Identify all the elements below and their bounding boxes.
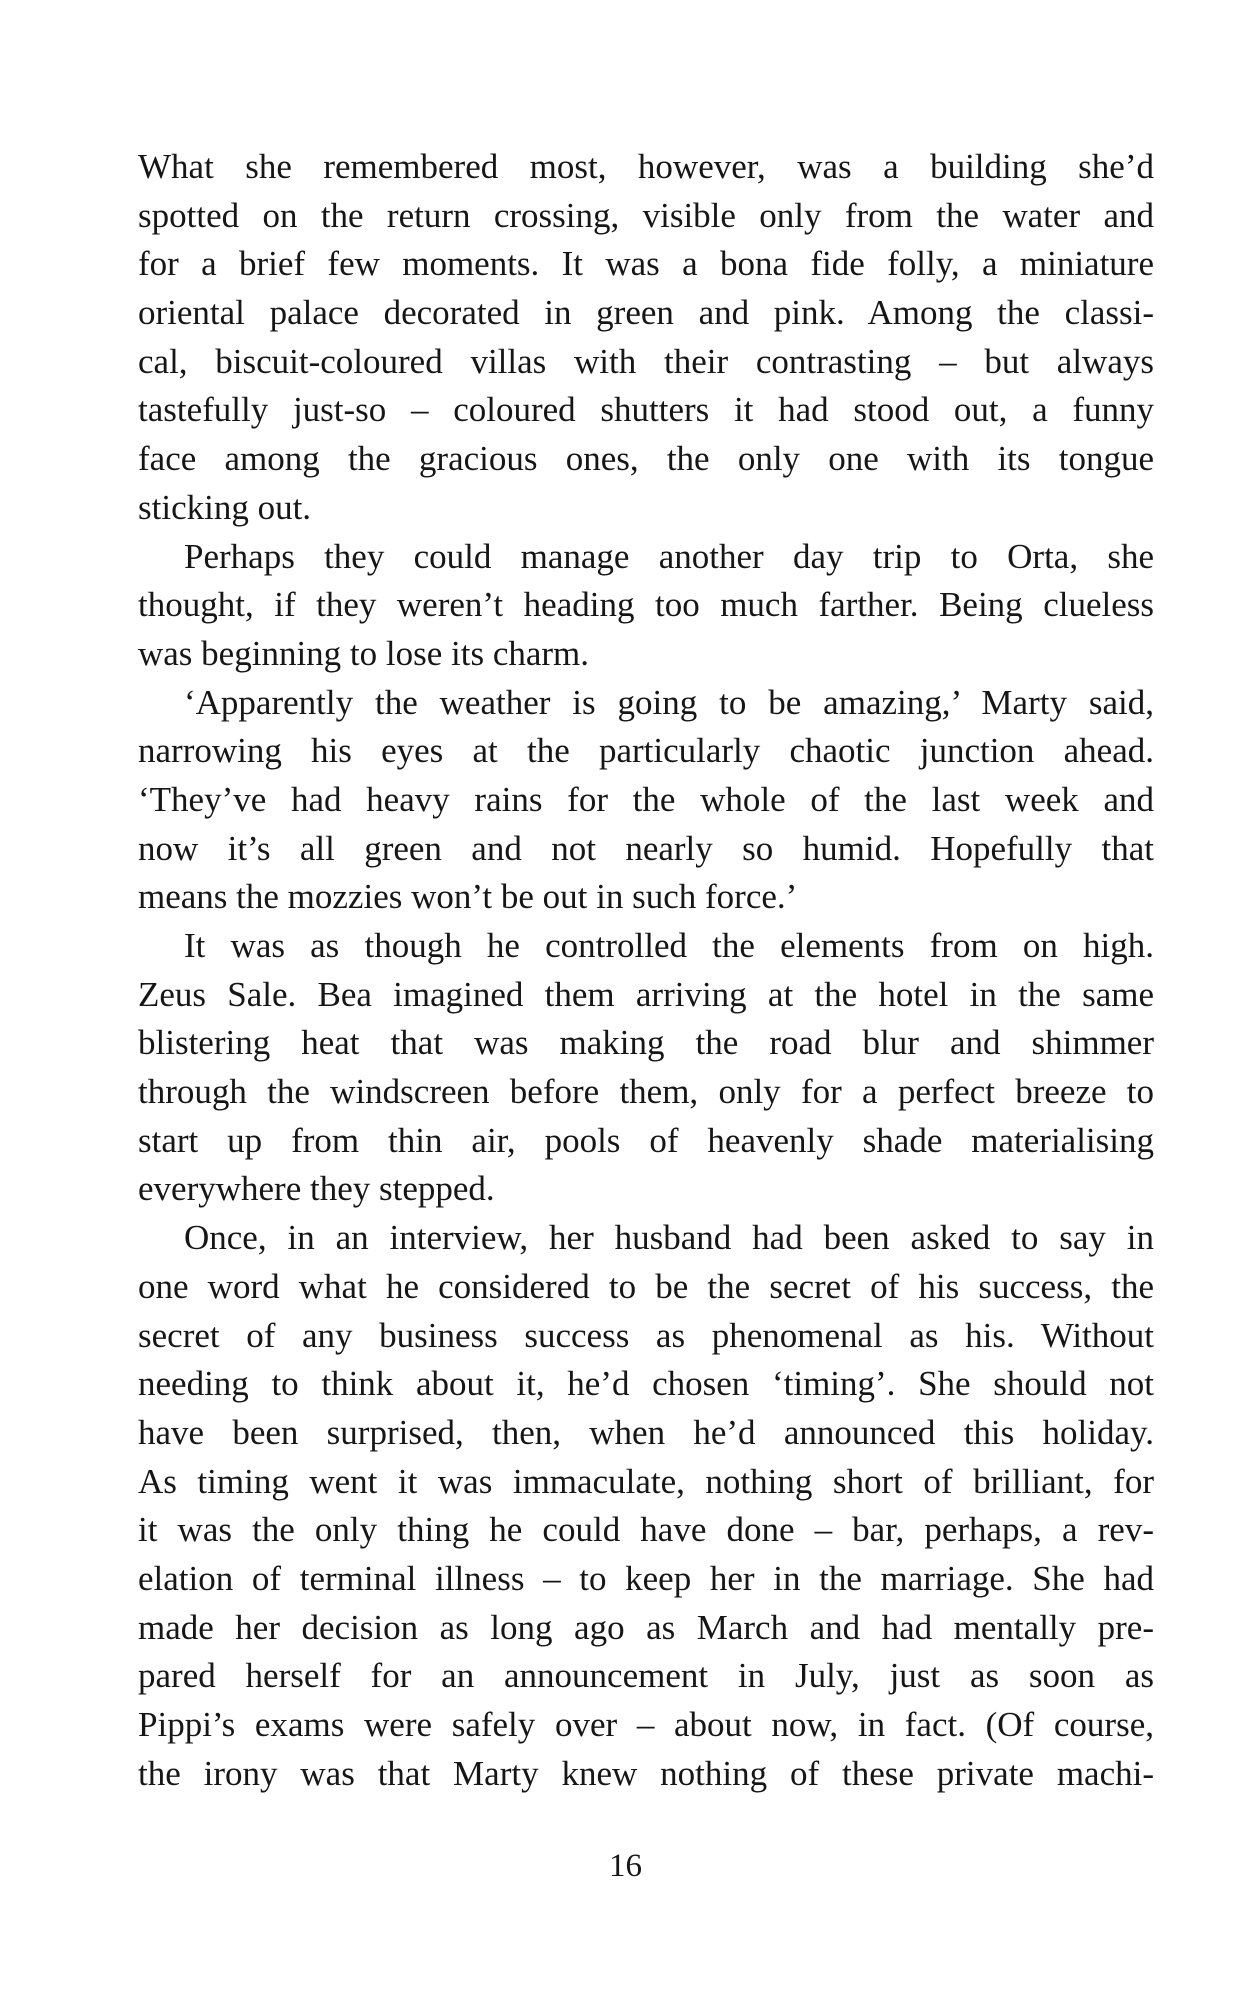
text-line: narrowing his eyes at the particularly chaotic junction ahead. [138, 731, 1154, 771]
text-line: spotted on the return crossing, visible only from the water and [138, 195, 1154, 235]
text-line: the irony was that Marty knew nothing of these private machi- [138, 1753, 1154, 1793]
text-line: What she remembered most, however, was a building she’d [138, 147, 1154, 186]
text-line: tastefully just-so – coloured shutters it had stood out, a funny [138, 390, 1154, 430]
text-line: Pippi’s exams were safely over – about now, in fact. (Of course, [138, 1705, 1154, 1744]
text-line: Perhaps they could manage another day trip to Orta, she [184, 536, 1154, 576]
text-line: have been surprised, then, when he’d announced this holiday. [138, 1412, 1154, 1452]
text-line: was beginning to lose its charm. [138, 633, 590, 673]
text-line: cal, biscuit-coloured villas with their contrasting – but always [138, 341, 1154, 381]
page-number: 16 [609, 1848, 642, 1884]
text-line: everywhere they stepped. [138, 1169, 495, 1209]
text-line: made her decision as long ago as March and had mentally pre- [138, 1607, 1154, 1647]
text-line: means the mozzies won’t be out in such force.’ [138, 877, 798, 917]
text-line: ‘They’ve had heavy rains for the whole of the last week and [138, 779, 1154, 819]
text-line: it was the only thing he could have done – bar, perhaps, a rev- [138, 1510, 1154, 1550]
text-line: needing to think about it, he’d chosen ‘timing’. She should not [138, 1364, 1154, 1404]
text-line: blistering heat that was making the road blur and shimmer [138, 1023, 1154, 1063]
text-line: elation of terminal illness – to keep her in the marriage. She had [138, 1558, 1154, 1598]
text-line: Zeus Sale. Bea imagined them arriving at the hotel in the same [138, 974, 1154, 1014]
text-line: As timing went it was immaculate, nothing short of brilliant, for [138, 1461, 1154, 1501]
text-line: oriental palace decorated in green and pink. Among the classi- [138, 293, 1154, 333]
text-line: for a brief few moments. It was a bona fide folly, a miniature [138, 244, 1154, 284]
text-line: start up from thin air, pools of heavenly shade materialising [138, 1120, 1154, 1160]
text-line: pared herself for an announcement in July, just as soon as [138, 1656, 1154, 1696]
text-line: through the windscreen before them, only for a perfect breeze to [138, 1072, 1154, 1112]
text-line: secret of any business success as phenomenal as his. Without [138, 1315, 1154, 1355]
text-line: It was as though he controlled the elements from on high. [184, 926, 1154, 965]
text-line: thought, if they weren’t heading too much farther. Being clueless [138, 585, 1154, 625]
text-line: face among the gracious ones, the only one with its tongue [138, 439, 1154, 479]
text-line: sticking out. [138, 487, 312, 527]
text-line: Once, in an interview, her husband had been asked to say in [184, 1218, 1154, 1258]
body-text [138, 143, 1154, 1798]
text-line: one word what he considered to be the secret of his success, the [138, 1266, 1154, 1306]
text-line: ‘Apparently the weather is going to be amazing,’ Marty said, [184, 682, 1154, 722]
text-line: now it’s all green and not nearly so humid. Hopefully that [138, 828, 1154, 868]
